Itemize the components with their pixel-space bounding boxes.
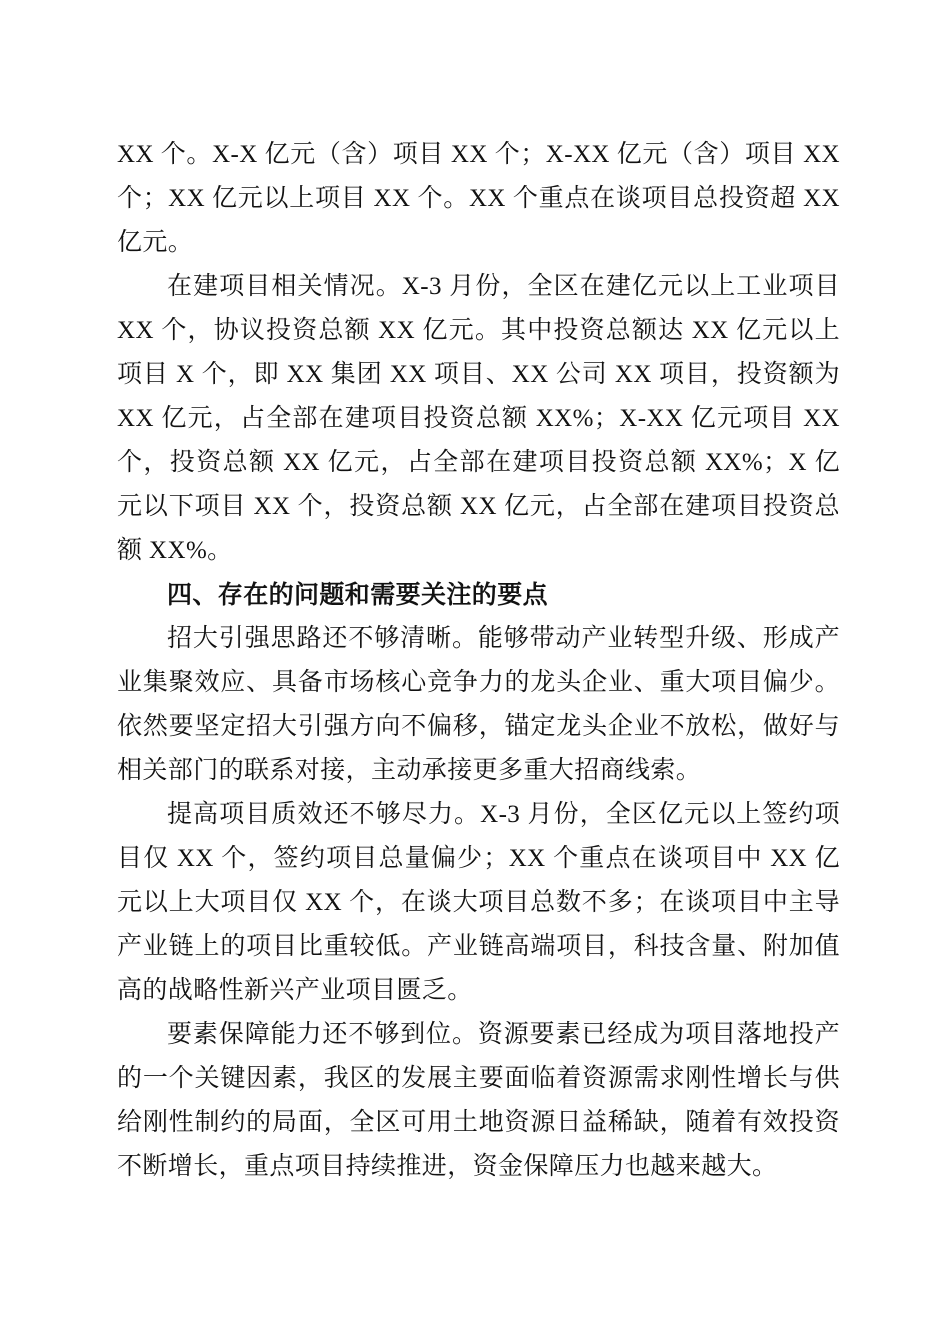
paragraph-issue-project-quality: 提高项目质效还不够尽力。X-3 月份，全区亿元以上签约项目仅 XX 个，签约项目总量偏少；XX 个重点在谈项目中 XX 亿元以上大项目仅 XX 个，在谈大项目总数不多；在谈项目中主导产业链上的项目比重较低。产业链高端项目，科技含量、附加值高的战略性新兴产业项目匮乏。 [117,801,840,1004]
section-heading: 四、存在的问题和需要关注的要点 [167,581,549,609]
paragraph-totals-continuation: XX 个。X-X 亿元（含）项目 XX 个；X-XX 亿元（含）项目 XX 个；XX 亿元以上项目 XX 个。XX 个重点在谈项目总投资超 XX 亿元。 [117,141,840,256]
paragraph-projects-under-construction: 在建项目相关情况。X-3 月份，全区在建亿元以上工业项目 XX 个，协议投资总额 XX 亿元。其中投资总额达 XX 亿元以上项目 X 个，即 XX 集团 XX 项目、XX 公司 XX 项目，投资额为 XX 亿元，占全部在建项目投资总额 XX%；X-XX 亿元项目 XX 个，投资总额 XX 亿元，占全部在建项目投资总额 XX%；X 亿元以下项目 XX 个，投资总额 XX 亿元，占全部在建项目投资总额 XX%。 [117,273,840,564]
paragraph-issue-resource-guarantee: 要素保障能力还不够到位。资源要素已经成为项目落地投产的一个关键因素，我区的发展主要面临着资源需求刚性增长与供给刚性制约的局面，全区可用土地资源日益稀缺，随着有效投资不断增长，重点项目持续推进，资金保障压力也越来越大。 [117,1021,840,1180]
paragraph-issue-attracting-large-projects: 招大引强思路还不够清晰。能够带动产业转型升级、形成产业集聚效应、具备市场核心竞争力的龙头企业、重大项目偏少。依然要坚定招大引强方向不偏移，锚定龙头企业不放松，做好与相关部门的联系对接，主动承接更多重大招商线索。 [117,625,840,784]
